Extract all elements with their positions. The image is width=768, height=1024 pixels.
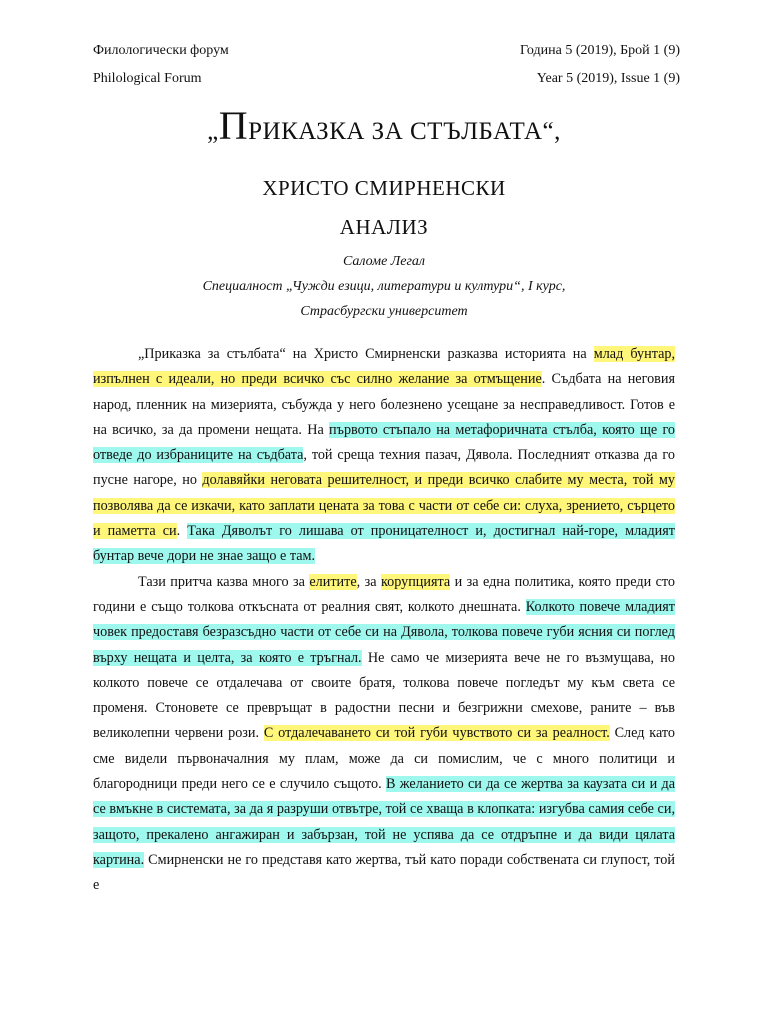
article-body: [93, 342, 675, 899]
author-specialty: Специалност „Чужди езици, литератури и култури“, I курс,: [202, 279, 566, 294]
body-paragraph: [93, 570, 675, 899]
paragraph-text: Смирненски не го представя като жертва, тъй като поради собствената си глупост, той е: [93, 851, 675, 894]
journal-name-bg: Филологически форум: [93, 43, 229, 58]
paragraph-text: .: [176, 523, 188, 540]
article-title: [0, 96, 768, 162]
yellow-highlight: долавяйки неговата решителност, и преди всичко слабите му места, той му позволява да се изкачи, като заплати цената за това с части от себе си: слуха, зрението, сърцето и паметта си: [93, 472, 675, 540]
paragraph-text: , той среща техния пазач, Дявола. Последният отказва да го пусне нагоре, но: [93, 447, 675, 489]
author-university: Страсбургски университет: [300, 304, 468, 319]
title-initial: П: [218, 103, 249, 148]
title-open-quote: „: [207, 118, 219, 145]
cyan-highlight: В желанието си да се жертва за каузата си и да се вмъкне в системата, за да я разруши отвътре, той се хваща в клопката: изгубва самия себе си, защото, прекалено ангажиран и забързан, той не успява да се отдръпне и да види цялата картина.: [93, 776, 675, 868]
paragraph-text: . Съдбата на неговия народ, пленник на мизерията, събужда у него болезнено усещане за несправедливост. Готов е на всичко, за да промени нещата. На: [93, 371, 675, 438]
article-subtitle-analysis: АНАЛИЗ: [339, 215, 429, 239]
yellow-highlight: С отдалечаването си той губи чувството си за реалност.: [263, 725, 610, 742]
body-paragraph: [93, 342, 675, 570]
yellow-highlight: корупцията: [380, 573, 451, 590]
paragraph-text: и за една политика, която преди сто години е също толкова откъсната от реалния свят, колкото днешната.: [93, 573, 676, 615]
cyan-highlight: Така Дяволът го лишава от проницателност и, достигнал най-горе, младият бунтар вече дори не знае защо е там.: [93, 523, 675, 565]
paragraph-text: След като сме видели първоначалния му плам, може да си помислим, че с много политици и благородници преди него се е случило същото.: [93, 725, 675, 793]
issue-info-bg: Година 5 (2019), Брой 1 (9): [520, 43, 680, 58]
author-name: Саломе Легал: [342, 254, 426, 269]
issue-info-en: Year 5 (2019), Issue 1 (9): [536, 71, 680, 86]
journal-name-en: Philological Forum: [93, 71, 202, 86]
cyan-highlight: първото стъпало на метафоричната стълба, която ще го отведе до избраниците на съдбата: [93, 421, 675, 464]
yellow-highlight: елитите: [309, 573, 357, 590]
paragraph-text: Тази притча казва много за: [138, 573, 310, 590]
yellow-highlight: млад бунтар, изпълнен с идеали, но преди всичко със силно желание за отмъщение: [93, 346, 676, 388]
cyan-highlight: Колкото повече младият човек предоставя безразсъдно части от себе си на Дявола, толкова повече губи ясния си поглед върху нещата и целта, за която е тръгнал.: [93, 598, 675, 666]
paragraph-text: „Приказка за стълбата“ на Христо Смирненски разказва историята на: [138, 346, 594, 362]
title-rest: РИКАЗКА ЗА СТЪЛБАТА“,: [248, 118, 561, 145]
paragraph-text: , за: [356, 573, 381, 590]
article-subtitle-author: ХРИСТО СМИРНЕНСКИ: [262, 176, 506, 200]
paragraph-text: Не само че мизерията вече не го възмущава, но колкото повече се отдалечава от своите братя, толкова повече погледът му към света се променя. Стоновете се превръщат в радостни песни и безгрижни смехове, раните – във великолепни червени рози.: [93, 649, 675, 742]
